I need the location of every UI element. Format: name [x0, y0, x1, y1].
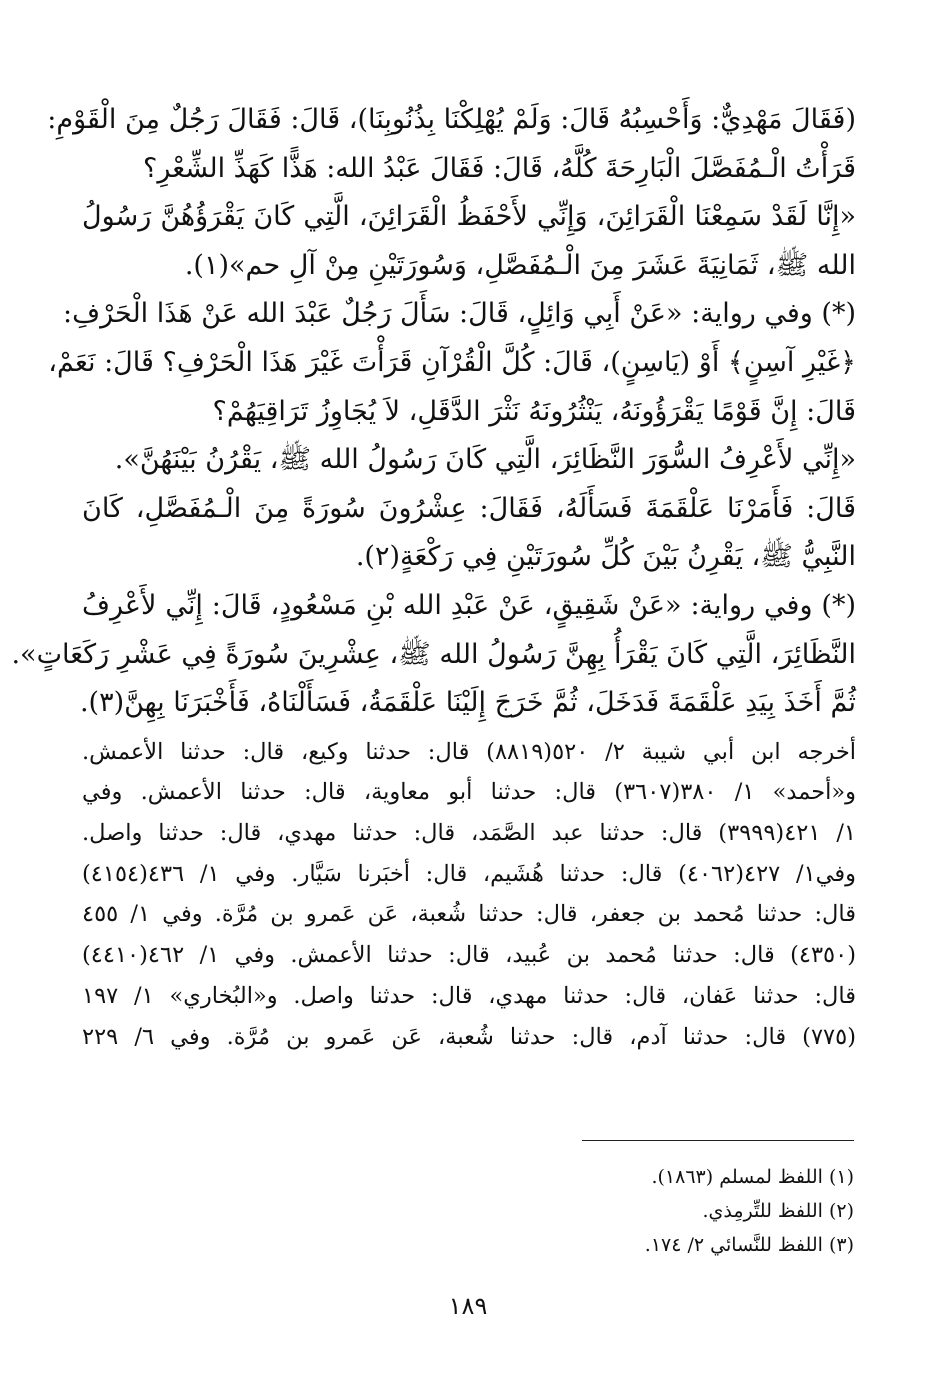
- takhrij-line: ١/ ٤٢١(٣٩٩٩) قال: حدثنا عبد الصَّمَد، قال: حدثنا مهدي، قال: حدثنا واصل.: [82, 820, 856, 847]
- hadith-line: ثُمَّ أَخَذَ بِيَدِ عَلْقَمَةَ فَدَخَلَ، ثُمَّ خَرَجَ إِلَيْنَا عَلْقَمَةُ، فَسَأَلْنَاهُ، فَأَخْبَرَنَا بِهِنَّ(٣).: [79, 687, 856, 719]
- hadith-line: النَّظَائِرَ، الَّتِي كَانَ يَقْرَأُ بِهِنَّ رَسُولُ الله ﷺ، عِشْرِينَ سُورَةً فِي عَشْرِ رَكَعَاتٍ».: [11, 638, 856, 670]
- hadith-line: قَرَأْتُ الْـمُفَصَّلَ الْبَارِحَةَ كُلَّهُ، قَالَ: فَقَالَ عَبْدُ الله: هَذًّا كَهَذِّ الشِّعْرِ؟: [143, 152, 856, 184]
- takhrij-line: أخرجه ابن أبي شيبة ٢/ ٥٢٠(٨٨١٩) قال: حدثنا وكيع، قال: حدثنا الأعمش.: [82, 738, 857, 765]
- hadith-line: قَالَ: إِنَّ قَوْمًا يَقْرَؤُونَهُ، يَنْثُرُونَهُ نَثْرَ الدَّقَلِ، لاَ يُجَاوِزُ تَرَاقِيَهُمْ؟: [212, 395, 856, 427]
- hadith-line: ﴿غَيْرِ آسِنٍ﴾ أَوْ (يَاسِنٍ)، قَالَ: كُلَّ الْقُرْآنِ قَرَأْتَ غَيْرَ هَذَا الْحَرْفِ؟ قَالَ: نَعَمْ،: [48, 346, 856, 378]
- footnote-item: (٣) اللفظ للنَّسائي ٢/ ١٧٤.: [644, 1234, 854, 1256]
- hadith-line: قَالَ: فَأَمَرْنَا عَلْقَمَةَ فَسَأَلَهُ، فَقَالَ: عِشْرُونَ سُورَةً مِنَ الْـمُفَصَّلِ، كَانَ: [82, 492, 856, 524]
- footnote-separator: [582, 1140, 854, 1141]
- footnote-item: (١) اللفظ لمسلم (١٨٦٣).: [651, 1166, 854, 1188]
- takhrij-text: [82, 732, 856, 1058]
- hadith-line: (فَقَالَ مَهْدِيٌّ: وَأَحْسِبُهُ قَالَ: وَلَمْ يُهْلِكْنَا بِذُنُوبِنَا)، قَالَ: فَقَالَ رَجُلٌ مِنَ الْقَوْمِ:: [47, 104, 856, 135]
- takhrij-line: وفي١/ ٤٢٧(٤٠٦٢) قال: حدثنا هُشَيم، قال: أخبَرنا سَيَّار. وفي ١/ ٤٣٦(٤١٥٤): [82, 860, 857, 887]
- hadith-line: «إِنِّي لأَعْرِفُ السُّوَرَ النَّظَائِرَ، الَّتِي كَانَ رَسُولُ الله ﷺ، يَقْرُنُ بَيْنَهُنَّ».: [114, 444, 856, 476]
- footnotes: [82, 1160, 854, 1262]
- takhrij-line: (٤٣٥٠) قال: حدثنا مُحمد بن عُبيد، قال: حدثنا الأعمش. وفي ١/ ٤٦٢(٤٤١٠): [82, 942, 856, 969]
- hadith-line: «إِنَّا لَقَدْ سَمِعْنَا الْقَرَائِنَ، وَإِنِّي لأَحْفَظُ الْقَرَائِنَ، الَّتِي كَانَ يَقْرَؤُهُنَّ رَسُولُ: [82, 201, 856, 233]
- takhrij-line: قال: حدثنا مُحمد بن جعفر، قال: حدثنا شُعبة، عَن عَمرو بن مُرَّة. وفي ١/ ٤٥٥: [82, 901, 856, 928]
- hadith-text: [11, 96, 856, 728]
- takhrij-line: قال: حدثنا عَفان، قال: حدثنا مهدي، قال: حدثنا واصل. و«البُخاري» ١/ ١٩٧: [82, 982, 857, 1009]
- hadith-line: (*) وفي رواية: «عَنْ شَقِيقٍ، عَنْ عَبْدِ الله بْنِ مَسْعُودٍ، قَالَ: إِنِّي لأَعْرِفُ: [82, 589, 856, 621]
- hadith-line: الله ﷺ، ثَمَانِيَةَ عَشَرَ مِنَ الْـمُفَصَّلِ، وَسُورَتَيْنِ مِنْ آلِ حم»(١).: [184, 249, 856, 281]
- page-number: ١٨٩: [448, 1292, 488, 1320]
- hadith-line: النَّبِيُّ ﷺ، يَقْرِنُ بَيْنَ كُلِّ سُورَتَيْنِ فِي رَكْعَةٍ(٢).: [355, 541, 856, 573]
- footnote-item: (٢) اللفظ للتِّرمِذي.: [702, 1200, 854, 1222]
- hadith-line: (*) وفي رواية: «عَنْ أَبِي وَائِلٍ، قَالَ: سَأَلَ رَجُلٌ عَبْدَ الله عَنْ هَذَا الْحَرْفِ:: [63, 298, 856, 330]
- takhrij-line: (٧٧٥) قال: حدثنا آدم، قال: حدثنا شُعبة، عَن عَمرو بن مُرَّة. وفي ٦/ ٢٢٩: [82, 1023, 856, 1050]
- takhrij-line: و«أحمد» ١/ ٣٨٠(٣٦٠٧) قال: حدثنا أبو معاوية، قال: حدثنا الأعمش. وفي: [82, 779, 857, 806]
